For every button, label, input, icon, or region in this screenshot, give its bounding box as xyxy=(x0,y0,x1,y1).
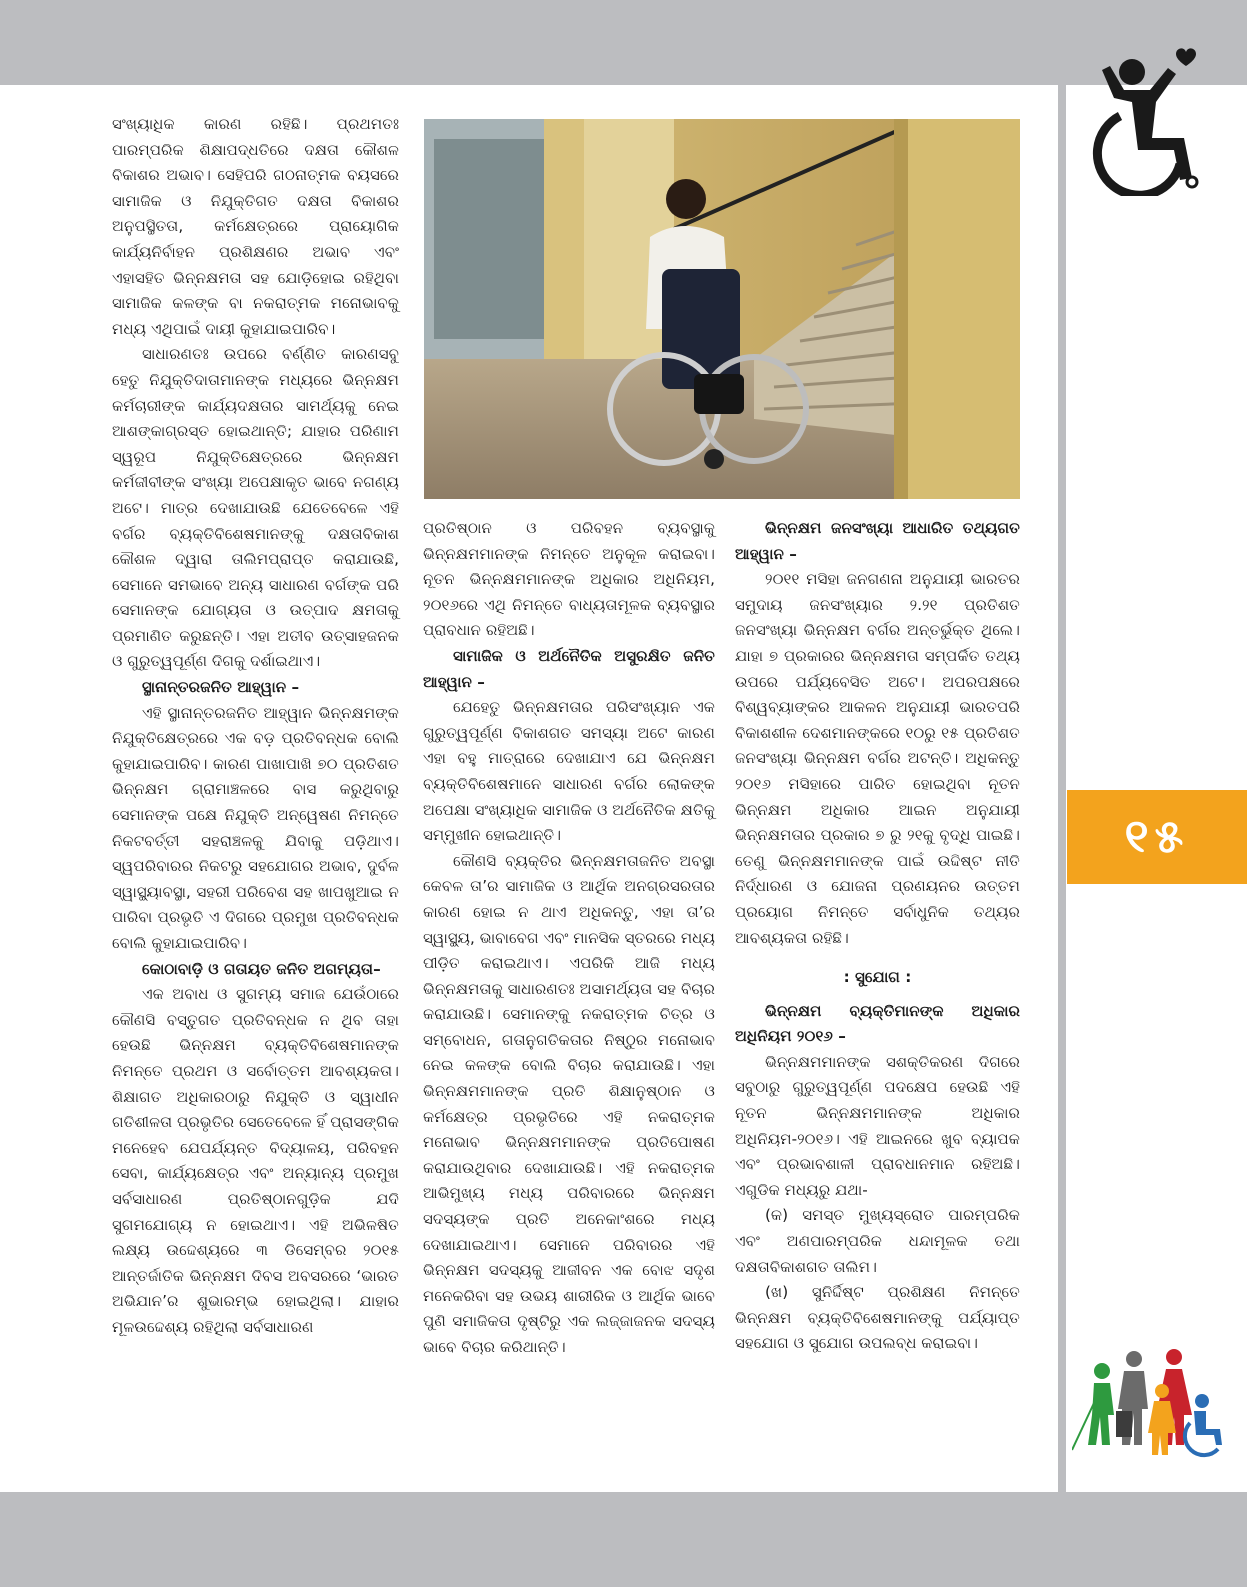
col3-paragraph-1: ୨୦୧୧ ମସିହା ଜନଗଣନା ଅନୁଯାୟୀ ଭାରତର ସମୁଦାୟ ଜନସଂଖ୍ୟାର ୨.୨୧ ପ୍ରତିଶତ ଜନସଂଖ୍ୟା ଭିନ୍ନକ୍ଷମ ବର୍ଗର ଅନ୍ତର୍ଭୁକ୍ତ ଥିଲେ। ଯାହା ୭ ପ୍ରକାରର ଭିନ୍ନକ୍ଷମତା ସମ୍ପର୍କିତ ତଥ୍ୟ ଉପରେ ପର୍ଯ୍ୟବେସିତ ଅଟେ। ଅପରପକ୍ଷରେ ବିଶ୍ୱବ୍ୟାଙ୍କର ଆକଳନ ଅନୁଯାୟୀ ଭାରତପରି ବିକାଶଶୀଳ ଦେଶମାନଙ୍କରେ ୧୦ରୁ ୧୫ ପ୍ରତିଶତ ଜନସଂଖ୍ୟା ଭିନ୍ନକ୍ଷମ ବର୍ଗର ଅଟନ୍ତି। ଅଧିକନ୍ତୁ ୨୦୧୬ ମସିହାରେ ପାରିତ ହୋଇଥିବା ନୂତନ ଭିନ୍ନକ୍ଷମ ଅଧିକାର ଆଇନ ଅନୁଯାୟୀ ଭିନ୍ନକ୍ଷମତାର ପ୍ରକାର ୭ ରୁ ୨୧କୁ ବୃଦ୍ଧି ପାଇଛି। ତେଣୁ ଭିନ୍ନକ୍ଷମମାନଙ୍କ ପାଇଁ ଉଦ୍ଦିଷ୍ଟ ନୀତି ନିର୍ଦ୍ଧାରଣ ଓ ଯୋଜନା ପ୍ରଣୟନର ଉତ୍ତମ ପ୍ରୟୋଗ ନିମନ୍ତେ ସର୍ବାଧୁନିକ ତଥ୍ୟର ଆବଶ୍ୟକତା ରହିଛି। xyxy=(735,570,1020,947)
wheelchair-stairs-photo xyxy=(424,119,1020,499)
col1-paragraph-4: ଏକ ଅବାଧ ଓ ସୁଗମ୍ୟ ସମାଜ ଯେଉଁଠାରେ କୌଣସି ବସ୍ତୁଗତ ପ୍ରତିବନ୍ଧକ ନ ଥିବ ତାହା ହେଉଛି ଭିନ୍ନକ୍ଷମ ବ୍ୟକ୍ତିବିଶେଷମାନଙ୍କ ନିମନ୍ତେ ପ୍ରଥମ ଓ ସର୍ବୋତ୍ତମ ଆବଶ୍ୟକତା। ଶିକ୍ଷାଗତ ଅଧିକାରଠାରୁ ନିଯୁକ୍ତି ଓ ସ୍ୱାଧୀନ ଗତିଶୀଳତା ପ୍ରଭୃତିର ସେତେବେଳେ ହିଁ ପ୍ରାସଙ୍ଗିକ ମନେହେବ ଯେପର୍ଯ୍ୟନ୍ତ ବିଦ୍ୟାଳୟ, ପରିବହନ ସେବା, କାର୍ଯ୍ୟକ୍ଷେତ୍ର ଏବଂ ଅନ୍ୟାନ୍ୟ ପ୍ରମୁଖ ସର୍ବସାଧାରଣ ପ୍ରତିଷ୍ଠାନଗୁଡ଼ିକ ଯଦି ସୁଗମଯୋଗ୍ୟ ନ ହୋଇଥାଏ। ଏହି ଅଭିଳଷିତ ଲକ୍ଷ୍ୟ ଉଦ୍ଦେଶ୍ୟରେ ୩ ଡିସେମ୍ବର ୨୦୧୫ ଆନ୍ତର୍ଜାତିକ ଭିନ୍ନକ୍ଷମ ଦିବସ ଅବସରରେ ‘ଭାରତ ଅଭିଯାନ’ର ଶୁଭାରମ୍ଭ ହୋଇଥିଲା। ଯାହାର ମୂଳଉଦ୍ଦେଶ୍ୟ ରହିଥିଲା ସର୍ବସାଧାରଣ xyxy=(112,985,399,1336)
sidebar-rule xyxy=(1058,85,1066,1492)
diverse-disability-people-icon xyxy=(1072,1345,1227,1460)
page-number: ୧୫ xyxy=(1124,809,1190,863)
col1-heading-relocation: ସ୍ଥାନାନ୍ତରଜନିତ ଆହ୍ୱାନ – xyxy=(142,678,300,697)
col2-paragraph-3: କୌଣସି ବ୍ୟକ୍ତିର ଭିନ୍ନକ୍ଷମତାଜନିତ ଅବସ୍ଥା କେବଳ ତା’ର ସାମାଜିକ ଓ ଆର୍ଥିକ ଅନଗ୍ରସରତାର କାରଣ ହୋଇ ନ ଥାଏ ଅଧିକନ୍ତୁ, ଏହା ତା’ର ସ୍ୱାସ୍ଥ୍ୟ, ଭାବାବେଗ ଏବଂ ମାନସିକ ସ୍ତରରେ ମଧ୍ୟ ପୀଡ଼ିତ କରାଇଥାଏ। ଏପରିକି ଆଜି ମଧ୍ୟ ଭିନ୍ନକ୍ଷମତାକୁ ସାଧାରଣତଃ ଅସାମର୍ଥ୍ୟତା ସହ ବିଚାର କରାଯାଉଛି। ସେମାନଙ୍କୁ ନକରାତ୍ମକ ଚିତ୍ର ଓ ସମ୍ବୋଧନ, ଗତାନୁଗତିକତାର ନିଷ୍ଠୁର ମନୋଭାବ ନେଇ କଳଙ୍କ ବୋଲି ବିଚାର କରାଯାଉଛି। ଏହା ଭିନ୍ନକ୍ଷମମାନଙ୍କ ପ୍ରତି ଶିକ୍ଷାନୁଷ୍ଠାନ ଓ କର୍ମକ୍ଷେତ୍ର ପ୍ରଭୃତିରେ ଏହି ନକରାତ୍ମକ ମନୋଭାବ ଭିନ୍ନକ୍ଷମମାନଙ୍କ ପ୍ରତିପୋଷଣ କରାଯାଉଥିବାର ଦେଖାଯାଉଛି। ଏହି ନକରାତ୍ମକ ଆଭିମୁଖ୍ୟ ମଧ୍ୟ ପରିବାରରେ ଭିନ୍ନକ୍ଷମ ସଦସ୍ୟଙ୍କ ପ୍ରତି ଅନେକାଂଶରେ ମଧ୍ୟ ଦେଖାଯାଇଥାଏ। ସେମାନେ ପରିବାରର ଏହି ଭିନ୍ନକ୍ଷମ ସଦସ୍ୟକୁ ଆଜୀବନ ଏକ ବୋଝ ସଦୃଶ ମନେକରିବା ସହ ଉଭୟ ଶାରୀରିକ ଓ ଆର୍ଥିକ ଭାବେ ପୁଣି ସମାଜିକତା ଦୃଷ୍ଟିରୁ ଏକ ଲଜ୍ଜାଜନକ ସଦସ୍ୟ ଭାବେ ବିଚାର କରିଥାନ୍ତି। xyxy=(423,851,715,1356)
col3-list-item-kha: (ଖ) ସୁନିର୍ଦ୍ଦିଷ୍ଟ ପ୍ରଶିକ୍ଷଣ ନିମନ୍ତେ ଭିନ୍ନକ୍ଷମ ବ୍ୟକ୍ତିବିଶେଷମାନଙ୍କୁ ପର୍ଯ୍ୟାପ୍ତ ସହଯୋଗ ଓ ସୁଯୋଗ ଉପଲବ୍ଧ କରାଇବା। xyxy=(735,1283,1020,1353)
page-number-tab xyxy=(1067,790,1247,884)
col3-heading-population-data: ଭିନ୍ନକ୍ଷମ ଜନସଂଖ୍ୟା ଆଧାରିତ ତଥ୍ୟଗତ ଆହ୍ୱାନ – xyxy=(735,519,1020,563)
top-band xyxy=(0,0,1247,85)
bottom-band xyxy=(0,1492,1247,1587)
col3-paragraph-2: ଭିନ୍ନକ୍ଷମମାନଙ୍କ ସଶକ୍ତିକରଣ ଦିଗରେ ସବୁଠାରୁ ଗୁରୁତ୍ୱପୂର୍ଣ୍ଣ ପଦକ୍ଷେପ ହେଉଛି ଏହି ନୂତନ ଭିନ୍ନକ୍ଷମମାନଙ୍କ ଅଧିକାର ଅଧିନିୟମ-୨୦୧୬। ଏହି ଆଇନରେ ଖୁବ ବ୍ୟାପକ ଏବଂ ପ୍ରଭାବଶାଳୀ ପ୍ରାବଧାନମାନ ରହିଅଛି। ଏଗୁଡିକ ମଧ୍ୟରୁ ଯଥା- xyxy=(735,1052,1020,1199)
wheelchair-person-heart-icon xyxy=(1080,46,1210,196)
article-column-3 xyxy=(735,516,1020,1357)
col2-paragraph-2: ଯେହେତୁ ଭିନ୍ନକ୍ଷମତାର ପରିସଂଖ୍ୟାନ ଏକ ଗୁରୁତ୍ୱପୂର୍ଣ୍ଣ ବିକାଶଗତ ସମସ୍ୟା ଅଟେ କାରଣ ଏହା ବହୁ ମାତ୍ରାରେ ଦେଖାଯାଏ ଯେ ଭିନ୍ନକ୍ଷମ ବ୍ୟକ୍ତିବିଶେଷମାନେ ସାଧାରଣ ବର୍ଗର ଲୋକଙ୍କ ଅପେକ୍ଷା ସଂଖ୍ୟାଧିକ ସାମାଜିକ ଓ ଅର୍ଥନୈତିକ କ୍ଷତିକୁ ସମ୍ମୁଖୀନ ହୋଇଥାନ୍ତି। xyxy=(423,698,715,845)
article-column-2 xyxy=(423,516,715,1361)
col1-paragraph-2: ସାଧାରଣତଃ ଉପରେ ବର୍ଣ୍ଣିତ କାରଣସବୁ ହେତୁ ନିଯୁକ୍ତିଦାତାମାନଙ୍କ ମଧ୍ୟରେ ଭିନ୍ନକ୍ଷମ କର୍ମଚାରୀଙ୍କ କାର୍ଯ୍ୟଦକ୍ଷତାର ସାମର୍ଥ୍ୟକୁ ନେଇ ଆଶଙ୍କାଗ୍ରସ୍ତ ହୋଇଥାନ୍ତି; ଯାହାର ପରିଣାମ ସ୍ୱରୂପ ନିଯୁକ୍ତିକ୍ଷେତ୍ରରେ ଭିନ୍ନକ୍ଷମ କର୍ମଜୀବୀଙ୍କ ସଂଖ୍ୟା ଅପେକ୍ଷାକୃତ ଭାବେ ନଗଣ୍ୟ ଅଟେ। ମାତ୍ର ଦେଖାଯାଉଛି ଯେତେବେଳେ ଏହି ବର୍ଗର ବ୍ୟକ୍ତିବିଶେଷମାନଙ୍କୁ ଦକ୍ଷତାବିକାଶ କୌଶଳ ଦ୍ୱାରା ତାଲିମପ୍ରାପ୍ତ କରାଯାଉଛି, ସେମାନେ ସମଭାବେ ଅନ୍ୟ ସାଧାରଣ ବର୍ଗଙ୍କ ପରି ସେମାନଙ୍କ ଯୋଗ୍ୟତା ଓ ଉତ୍ପାଦ କ୍ଷମତାକୁ ପ୍ରମାଣିତ କରୁଛନ୍ତି। ଏହା ଅତୀବ ଉତ୍ସାହଜନକ ଓ ଗୁରୁତ୍ୱପୂର୍ଣ୍ଣ ଦିଗକୁ ଦର୍ଶାଇଥାଏ। xyxy=(112,345,399,671)
col1-heading-accessibility: କୋଠାବାଡ଼ି ଓ ଗତାୟତ ଜନିତ ଅଗମ୍ୟତା– xyxy=(142,959,381,978)
col2-heading-socioeconomic: ସାମାଜିକ ଓ ଅର୍ଥନୈତିକ ଅସୁରକ୍ଷିତ ଜନିତ ଆହ୍ୱାନ – xyxy=(423,646,715,691)
col3-section-title-opportunity: : ସୁଯୋଗ : xyxy=(843,968,912,987)
col2-paragraph-1: ପ୍ରତିଷ୍ଠାନ ଓ ପରିବହନ ବ୍ୟବସ୍ଥାକୁ ଭିନ୍ନକ୍ଷମମାନଙ୍କ ନିମନ୍ତେ ଅନୁକୂଳ କରାଇବା। ନୂତନ ଭିନ୍ନକ୍ଷମମାନଙ୍କ ଅଧିକାର ଅଧିନିୟମ, ୨୦୧୬ରେ ଏଥି ନିମନ୍ତେ ବାଧ୍ୟତାମୂଳକ ବ୍ୟବସ୍ଥାର ପ୍ରାବଧାନ ରହିଅଛି। xyxy=(423,519,715,640)
col1-paragraph-3: ଏହି ସ୍ଥାନାନ୍ତରଜନିତ ଆହ୍ୱାନ ଭିନ୍ନକ୍ଷମଙ୍କ ନିଯୁକ୍ତିକ୍ଷେତ୍ରରେ ଏକ ବଡ଼ ପ୍ରତିବନ୍ଧକ ବୋଲି କୁହାଯାଇପାରିବ। କାରଣ ପାଖାପାଖି ୭୦ ପ୍ରତିଶତ ଭିନ୍ନକ୍ଷମ ଗ୍ରାମାଞ୍ଚଳରେ ବାସ କରୁଥିବାରୁ ସେମାନଙ୍କ ପକ୍ଷେ ନିଯୁକ୍ତି ଅନ୍ୱେଷଣ ନିମନ୍ତେ ନିକଟବର୍ତ୍ତୀ ସହରାଞ୍ଚଳକୁ ଯିବାକୁ ପଡ଼ିଥାଏ। ସ୍ୱପରିବାରର ନିକଟରୁ ସହଯୋଗର ଅଭାବ, ଦୁର୍ବଳ ସ୍ୱାସ୍ଥ୍ୟାବସ୍ଥା, ସହରୀ ପରିବେଶ ସହ ଖାପଖୁଆଇ ନ ପାରିବା ପ୍ରଭୃତି ଏ ଦିଗରେ ପ୍ରମୁଖ ପ୍ରତିବନ୍ଧକ ବୋଲି କୁହାଯାଇପାରିବ। xyxy=(112,703,399,952)
col3-heading-rights-act: ଭିନ୍ନକ୍ଷମ ବ୍ୟକ୍ତିମାନଙ୍କ ଅଧିକାର ଅଧିନିୟମ ୨୦୧୬ – xyxy=(735,1001,1020,1046)
article-column-1 xyxy=(112,112,399,1341)
col3-list-item-ka: (କ) ସମସ୍ତ ମୁଖ୍ୟସ୍ରୋତ ପାରମ୍ପରିକ ଏବଂ ଅଣପାରମ୍ପରିକ ଧନ୍ଦାମୂଳକ ତଥା ଦକ୍ଷତାବିକାଶଗତ ତାଲିମ। xyxy=(735,1206,1020,1276)
col1-paragraph-1: ସଂଖ୍ୟାଧିକ କାରଣ ରହିଛି। ପ୍ରଥମତଃ ପାରମ୍ପରିକ ଶିକ୍ଷାପଦ୍ଧତିରେ ଦକ୍ଷତା କୌଶଳ ବିକାଶର ଅଭାବ। ସେହିପରି ଗଠନାତ୍ମକ ବୟସରେ ସାମାଜିକ ଓ ନିଯୁକ୍ତିଗତ ଦକ୍ଷତା ବିକାଶର ଅନୁପସ୍ଥିତତା, କର୍ମକ୍ଷେତ୍ରରେ ପ୍ରାୟୋଗିକ କାର୍ଯ୍ୟନିର୍ବାହନ ପ୍ରଶିକ୍ଷଣର ଅଭାବ ଏବଂ ଏହାସହିତ ଭିନ୍ନକ୍ଷମତା ସହ ଯୋଡ଼ିହୋଇ ରହିଥିବା ସାମାଜିକ କଳଙ୍କ ବା ନକରାତ୍ମକ ମନୋଭାବକୁ ମଧ୍ୟ ଏଥିପାଇଁ ଦାୟୀ କୁହାଯାଇପାରିବ। xyxy=(112,115,399,338)
